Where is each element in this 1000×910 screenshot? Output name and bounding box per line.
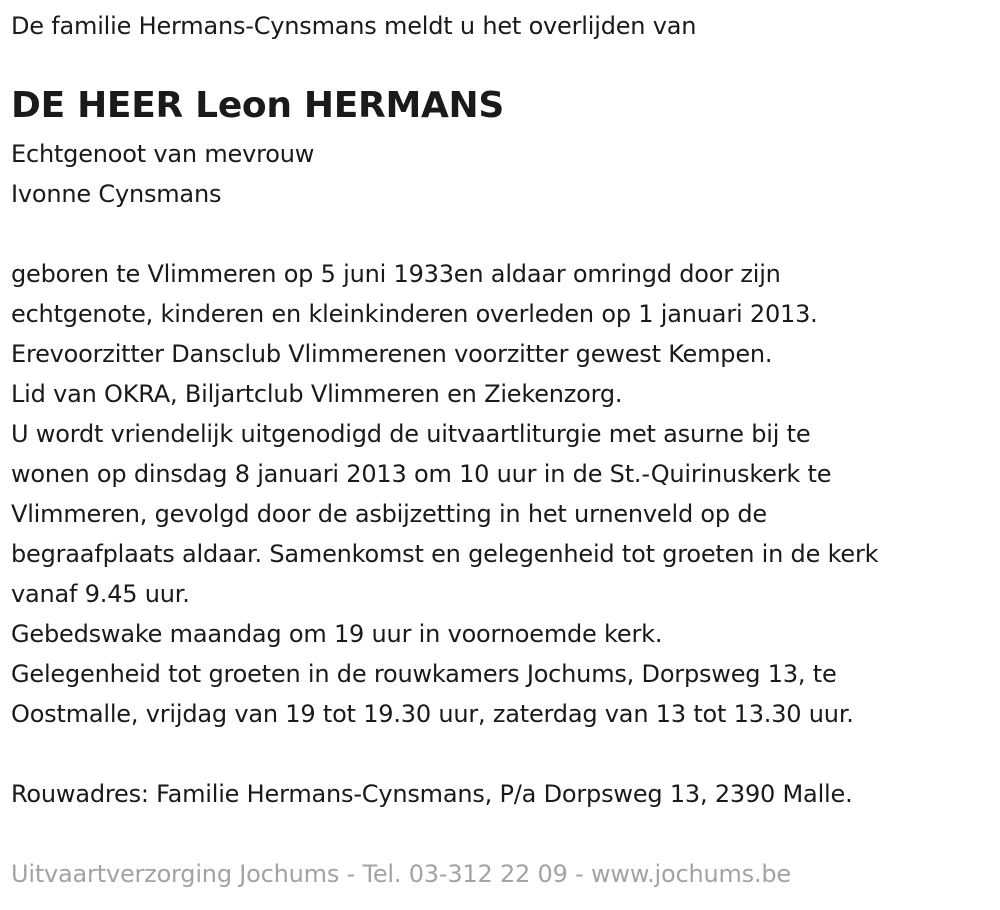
body-line: U wordt vriendelijk uitgenodigd de uitvaartliturgie met asurne bij te xyxy=(11,420,811,448)
spouse-line: Echtgenoot van mevrouw xyxy=(11,140,315,168)
body-line: Erevoorzitter Dansclub Vlimmerenen voorzitter gewest Kempen. xyxy=(11,340,773,368)
deceased-name: DE HEER Leon HERMANS xyxy=(11,85,505,126)
body-line: Gebedswake maandag om 19 uur in voornoemde kerk. xyxy=(11,620,663,648)
body-line: vanaf 9.45 uur. xyxy=(11,580,190,608)
intro-text: De familie Hermans-Cynsmans meldt u het overlijden van xyxy=(11,12,697,40)
spouse-block xyxy=(11,134,314,214)
spouse-line: Ivonne Cynsmans xyxy=(11,180,222,208)
body-line: Oostmalle, vrijdag van 19 tot 19.30 uur, zaterdag van 13 tot 13.30 uur. xyxy=(11,700,854,728)
funeral-home-footer: Uitvaartverzorging Jochums - Tel. 03-312 22 09 - www.jochums.be xyxy=(11,860,791,888)
body-line: Lid van OKRA, Biljartclub Vlimmeren en Ziekenzorg. xyxy=(11,380,623,408)
body-line: wonen op dinsdag 8 januari 2013 om 10 uur in de St.-Quirinuskerk te xyxy=(11,460,832,488)
notice-body xyxy=(11,254,878,734)
body-line: echtgenote, kinderen en kleinkinderen overleden op 1 januari 2013. xyxy=(11,300,818,328)
mourning-address: Rouwadres: Familie Hermans-Cynsmans, P/a Dorpsweg 13, 2390 Malle. xyxy=(11,780,853,808)
body-line: begraafplaats aldaar. Samenkomst en gelegenheid tot groeten in de kerk xyxy=(11,540,879,568)
body-line: Gelegenheid tot groeten in de rouwkamers Jochums, Dorpsweg 13, te xyxy=(11,660,837,688)
body-line: geboren te Vlimmeren op 5 juni 1933en aldaar omringd door zijn xyxy=(11,260,781,288)
body-line: Vlimmeren, gevolgd door de asbijzetting in het urnenveld op de xyxy=(11,500,767,528)
